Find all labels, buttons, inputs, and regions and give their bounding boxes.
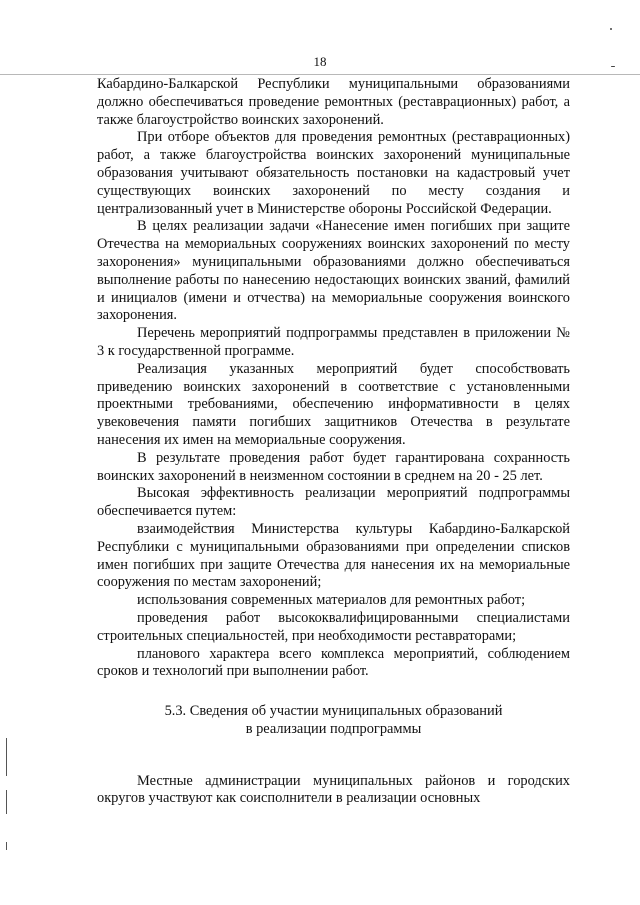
page-number: 18: [313, 54, 327, 69]
paragraph: Местные администрации муниципальных районов и городских округов участвуют как соисполнители в реализации основных: [97, 772, 570, 807]
scan-speck: [610, 28, 612, 30]
header-rule: [0, 74, 640, 75]
scan-margin-mark: [6, 738, 7, 776]
list-item: использования современных материалов для ремонтных работ;: [137, 592, 526, 609]
list-item: взаимодействия Министерства культуры Кабардино-Балкарской Республики с муниципальными образованиями при определении списков имен погибших при защите Отечества для нанесения их на мемориальные сооружения по местам захоронений;: [97, 520, 570, 591]
scan-speck: [611, 66, 615, 67]
list-item: планового характера всего комплекса мероприятий, соблюдением сроков и технологий при выполнении работ.: [97, 645, 570, 680]
paragraph: Кабардино-Балкарской Республики муниципальными образованиями должно обеспечиваться проведение ремонтных (реставрационных) работ, а также благоустройство воинских захоронений.: [97, 76, 570, 128]
scan-margin-mark: [6, 842, 7, 850]
section-heading: [97, 703, 570, 739]
document-body: [97, 76, 570, 808]
section-heading-line: 5.3. Сведения об участии муниципальных образований: [164, 703, 503, 720]
paragraph: Высокая эффективность реализации мероприятий подпрограммы обеспечивается путем:: [97, 485, 570, 520]
section-heading-line: в реализации подпрограммы: [245, 720, 422, 737]
paragraph: В результате проведения работ будет гарантирована сохранность воинских захоронений в неизменном состоянии в среднем на 20 - 25 лет.: [97, 449, 570, 484]
paragraph: При отборе объектов для проведения ремонтных (реставрационных) работ, а также благоустройства воинских захоронений муниципальные образования учитывают обязательность постановки на кадастровый учет существующих воинских захоронений по месту создания и централизованный учет в Министерстве обороны Российской Федерации.: [97, 129, 570, 217]
paragraph: В целях реализации задачи «Нанесение имен погибших при защите Отечества на мемориальных сооружениях воинских захоронений по месту захоронения» муниципальными образованиями должно обеспечиваться выполнение работы по нанесению недостающих воинских званий, фамилий и инициалов (имени и отчества) на мемориальные сооружения воинского захоронения.: [97, 218, 570, 324]
scan-margin-mark: [6, 790, 7, 814]
list-item: проведения работ высококвалифицированными специалистами строительных специальностей, при необходимости реставраторами;: [97, 609, 570, 644]
paragraph: Реализация указанных мероприятий будет способствовать приведению воинских захоронений в соответствие с установленными проектными требованиями, обеспечению информативности в целях увековечения памяти погибших защитников Отечества в результате нанесения их имен на мемориальные сооружения.: [97, 360, 570, 448]
paragraph: Перечень мероприятий подпрограммы представлен в приложении № 3 к государственной программе.: [97, 325, 570, 359]
